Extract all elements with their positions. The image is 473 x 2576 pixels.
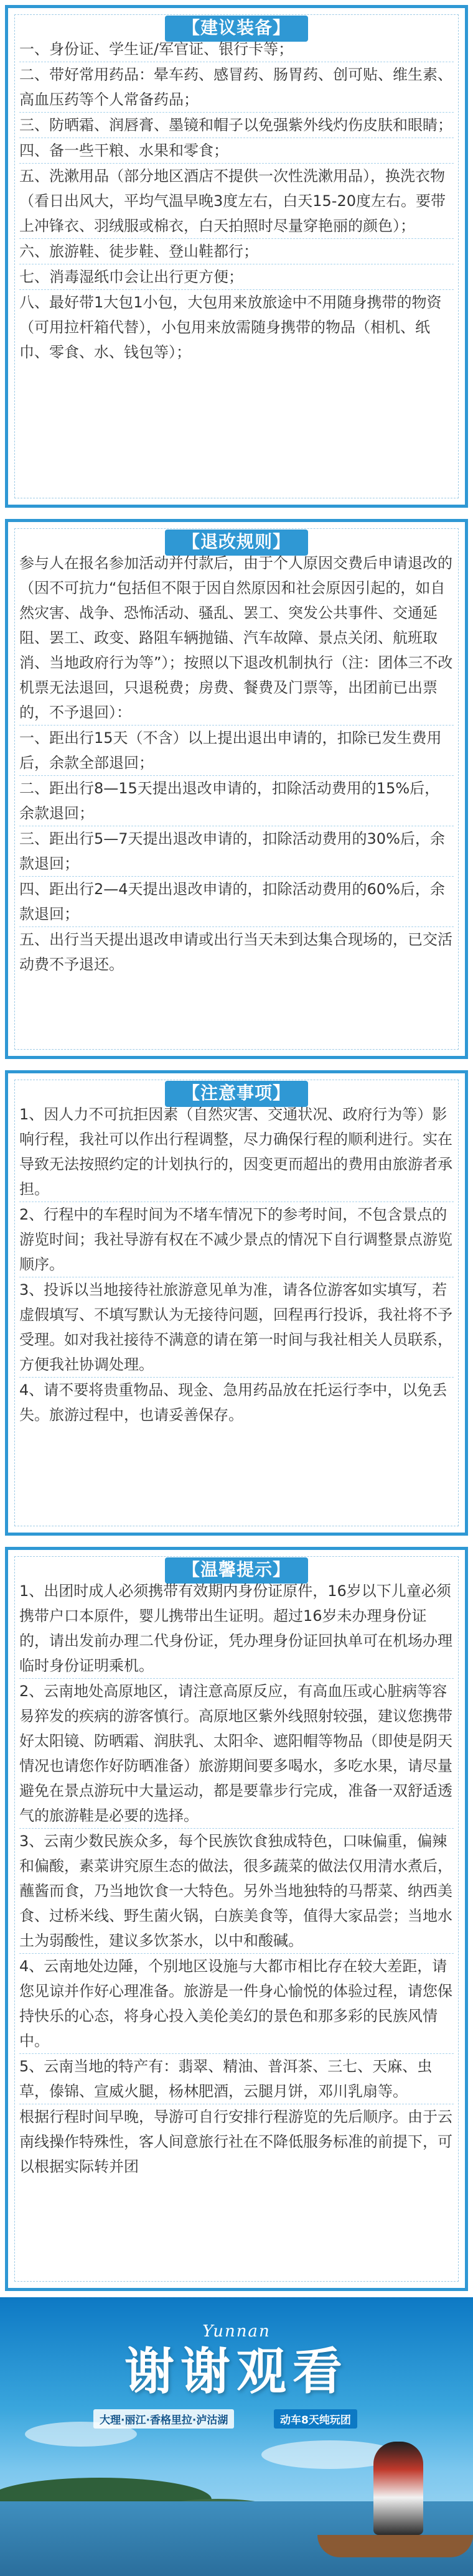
section-equipment [5,5,468,508]
list-item: 1、出团时成人必须携带有效期内身份证原件，16岁以下儿童必须携带户口本原件，婴儿携带出生证明。超过16岁未办理身份证的，请出发前办理二代身份证，凭办理身份证回执单可在机场办理临时身份证明乘机。 [19,1579,454,1679]
list-item: 七、消毒湿纸巾会让出行更方便； [19,264,454,290]
section-body [19,551,454,977]
section-body [19,1102,454,1427]
section-refund-rules [5,519,468,1059]
list-item: 4、请不要将贵重物品、现金、急用药品放在托运行李中，以免丢失。旅游过程中，也请妥善保存。 [19,1381,447,1424]
boat-shape [317,2535,473,2557]
section-title: 【温馨提示】 [165,1557,308,1584]
list-item: 5、云南当地的特产有：翡翠、精油、普洱茶、三七、天麻、虫草，傣锦、宣威火腿，杨林肥酒，云腿月饼，邓川乳扇等。 [19,2054,454,2104]
route-label: 大理·丽江·香格里拉·泸沽湖 [93,2409,234,2429]
route-tag: 动车8天纯玩团 [274,2409,357,2429]
list-item: 1、因人力不可抗拒因素（自然灾害、交通状况、政府行为等）影响行程，我社可以作出行程调整，尽力确保行程的顺利进行。实在导致无法按照约定的计划执行的，因变更而超出的费用由旅游者承担。 [19,1102,454,1202]
list-item: 五、洗漱用品（部分地区酒店不提供一次性洗漱用品），换洗衣物（看日出风大，平均气温早晚3度左右，白天15-20度左右。要带上冲锋衣、羽绒服或棉衣，白天拍照时尽量穿艳丽的颜色）； [19,164,454,239]
section-notes [5,1070,468,1536]
list-item: 参与人在报名参加活动并付款后，由于个人原因交费后申请退改的（因不可抗力“包括但不限于因自然原因和社会原因引起的，如自然灾害、战争、恐怖活动、骚乱、罢工、突发公共事件、交通延阻、罢工、政变、路阻车辆抛锚、汽车故障、景点关闭、航班取消、当地政府行为等”）；按照以下退改机制执行（注：团体三不改机票无法退回，只退税费；房费、餐费及门票等，出团前已出票的，不予退回）： [19,551,454,726]
section-body [19,1579,454,2179]
section-title: 【建议装备】 [165,16,308,42]
list-item: 四、备一些干粮、水果和零食； [19,138,454,164]
list-item: 五、出行当天提出退改申请或出行当天未到达集合现场的，已交活动费不予退还。 [19,931,452,973]
list-item: 三、距出行5—7天提出退改申请的，扣除活动费用的30%后，余款退回； [19,826,454,877]
list-item: 一、身份证、学生证/军官证、银行卡等； [19,37,454,62]
thank-you-title: 谢谢观看 [124,2343,349,2401]
section-body [19,37,454,365]
list-item: 二、距出行8—15天提出退改申请的，扣除活动费用的15%后，余款退回； [19,776,454,826]
section-title: 【退改规则】 [165,530,308,556]
list-item: 三、防晒霜、润唇膏、墨镜和帽子以免强紫外线灼伤皮肤和眼睛； [19,113,454,138]
thank-you-banner [0,2297,473,2576]
person-figure [373,2442,423,2535]
list-item: 根据行程时间早晚，导游可自行安排行程游览的先后顺序。由于云南线操作特殊性，客人间意旅行社在不降低服务标准的前提下，可以根据实际转并团 [19,2108,452,2175]
list-item: 3、投诉以当地接待社旅游意见单为准，请各位游客如实填写，若虚假填写、不填写默认为无接待问题，回程再行投诉，我社将不予受理。如对我社接待不满意的请在第一时间与我社相关人员联系，方便我社协调处理。 [19,1277,454,1378]
list-item: 六、旅游鞋、徒步鞋、登山鞋都行； [19,239,454,264]
section-title: 【注意事项】 [165,1081,308,1107]
list-item: 四、距出行2—4天提出退改申请的，扣除活动费用的60%后，余款退回； [19,877,454,927]
list-item: 二、带好常用药品：晕车药、感冒药、肠胃药、创可贴、维生素、高血压药等个人常备药品； [19,62,454,113]
list-item: 4、云南地处边陲，个别地区设施与大都市相比存在较大差距，请您见谅并作好心理准备。旅游是一件身心愉悦的体验过程，请您保持快乐的心态，将身心投入美伦美幻的景色和那多彩的民族风情中。 [19,1954,454,2054]
list-item: 一、距出行15天（不含）以上提出退出申请的，扣除已发生费用后，余款全部退回； [19,726,454,776]
list-item: 2、云南地处高原地区，请注意高原反应，有高血压或心脏病等容易猝发的疾病的游客慎行。高原地区紫外线照射较强，建议您携带好太阳镜、防晒霜、润肤乳、太阳伞、遮阳帽等物品（即使是阴天情况也请您作好防晒准备）旅游期间要多喝水，多吃水果，请尽量避免在景点游玩中大量运动，都是要靠步行完成，准备一双舒适透气的旅游鞋是必要的选择。 [19,1679,454,1829]
list-item: 八、最好带1大包1小包，大包用来放旅途中不用随身携带的物资（可用拉杆箱代替），小包用来放需随身携带的物品（相机、纸巾、零食、水、钱包等）； [19,294,442,361]
yunnan-label: Yunnan [202,2322,271,2341]
list-item: 3、云南少数民族众多，每个民族饮食独成特色，口味偏重，偏辣和偏酸，素菜讲究原生态的做法，很多蔬菜的做法仅用清水煮后，蘸酱而食，乃当地饮食一大特色。另外当地独特的马帮菜、纳西美食、过桥米线、野生菌火锅，白族美食等，值得大家品尝；当地水土为弱酸性，建议多饮茶水，以中和酸碱。 [19,1829,454,1954]
section-tips [5,1547,468,2291]
list-item: 2、行程中的车程时间为不堵车情况下的参考时间，不包含景点的游览时间；我社导游有权在不减少景点的情况下自行调整景点游览顺序。 [19,1202,454,1277]
